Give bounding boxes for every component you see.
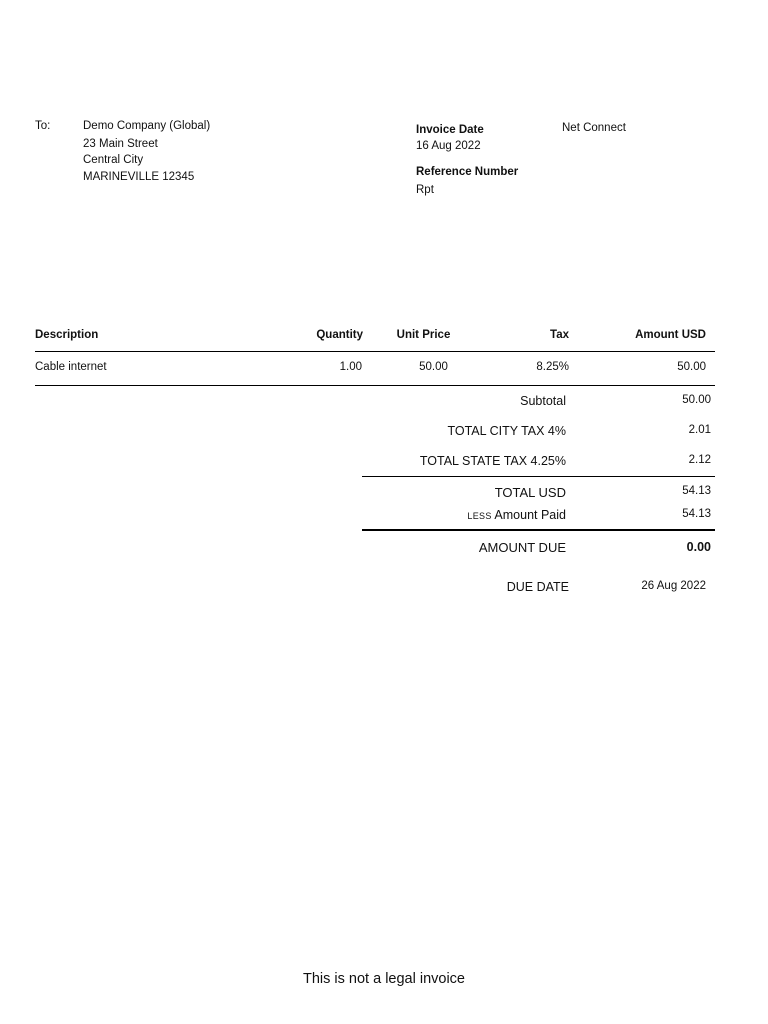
city-tax-value: 2.01	[688, 424, 711, 436]
row-amount: 50.00	[677, 361, 706, 373]
subtotal-value: 50.00	[682, 394, 711, 406]
row-description: Cable internet	[35, 361, 107, 373]
row-quantity: 1.00	[339, 361, 362, 373]
bill-to-street: 23 Main Street	[83, 138, 158, 150]
column-header-quantity: Quantity	[316, 329, 363, 341]
invoice-date-label: Invoice Date	[416, 124, 484, 136]
vendor-name: Net Connect	[562, 122, 626, 134]
less-prefix: LESS	[467, 511, 492, 521]
amount-paid-value: 54.13	[682, 508, 711, 520]
amount-due-divider	[362, 529, 715, 531]
table-row-divider	[35, 385, 715, 386]
bill-to-label: To:	[35, 120, 51, 132]
total-divider	[362, 476, 715, 477]
state-tax-label: TOTAL STATE TAX 4.25%	[419, 454, 566, 468]
invoice-date-value: 16 Aug 2022	[416, 140, 481, 152]
row-tax: 8.25%	[536, 361, 569, 373]
amount-paid-text: Amount Paid	[494, 508, 566, 522]
column-header-amount: Amount USD	[635, 329, 706, 341]
amount-paid-label	[380, 508, 566, 522]
column-header-unit-price: Unit Price	[396, 329, 451, 341]
column-header-tax: Tax	[550, 329, 569, 341]
due-date-label: DUE DATE	[506, 580, 569, 594]
subtotal-label: Subtotal	[520, 394, 566, 408]
bill-to-company: Demo Company (Global)	[83, 120, 211, 132]
table-header-divider	[35, 351, 715, 352]
due-date-value: 26 Aug 2022	[641, 580, 706, 592]
column-header-description: Description	[35, 329, 99, 341]
legal-notice: This is not a legal invoice	[303, 971, 465, 987]
reference-number-label: Reference Number	[416, 166, 519, 178]
amount-due-label: AMOUNT DUE	[478, 540, 566, 555]
state-tax-value: 2.12	[688, 454, 711, 466]
bill-to-postal: MARINEVILLE 12345	[83, 171, 195, 183]
reference-number-value: Rpt	[416, 184, 434, 196]
amount-due-value: 0.00	[686, 540, 711, 554]
row-unit-price: 50.00	[419, 361, 448, 373]
total-usd-label: TOTAL USD	[494, 485, 566, 500]
total-usd-value: 54.13	[682, 485, 711, 497]
city-tax-label: TOTAL CITY TAX 4%	[447, 424, 566, 438]
bill-to-city: Central City	[83, 154, 144, 166]
